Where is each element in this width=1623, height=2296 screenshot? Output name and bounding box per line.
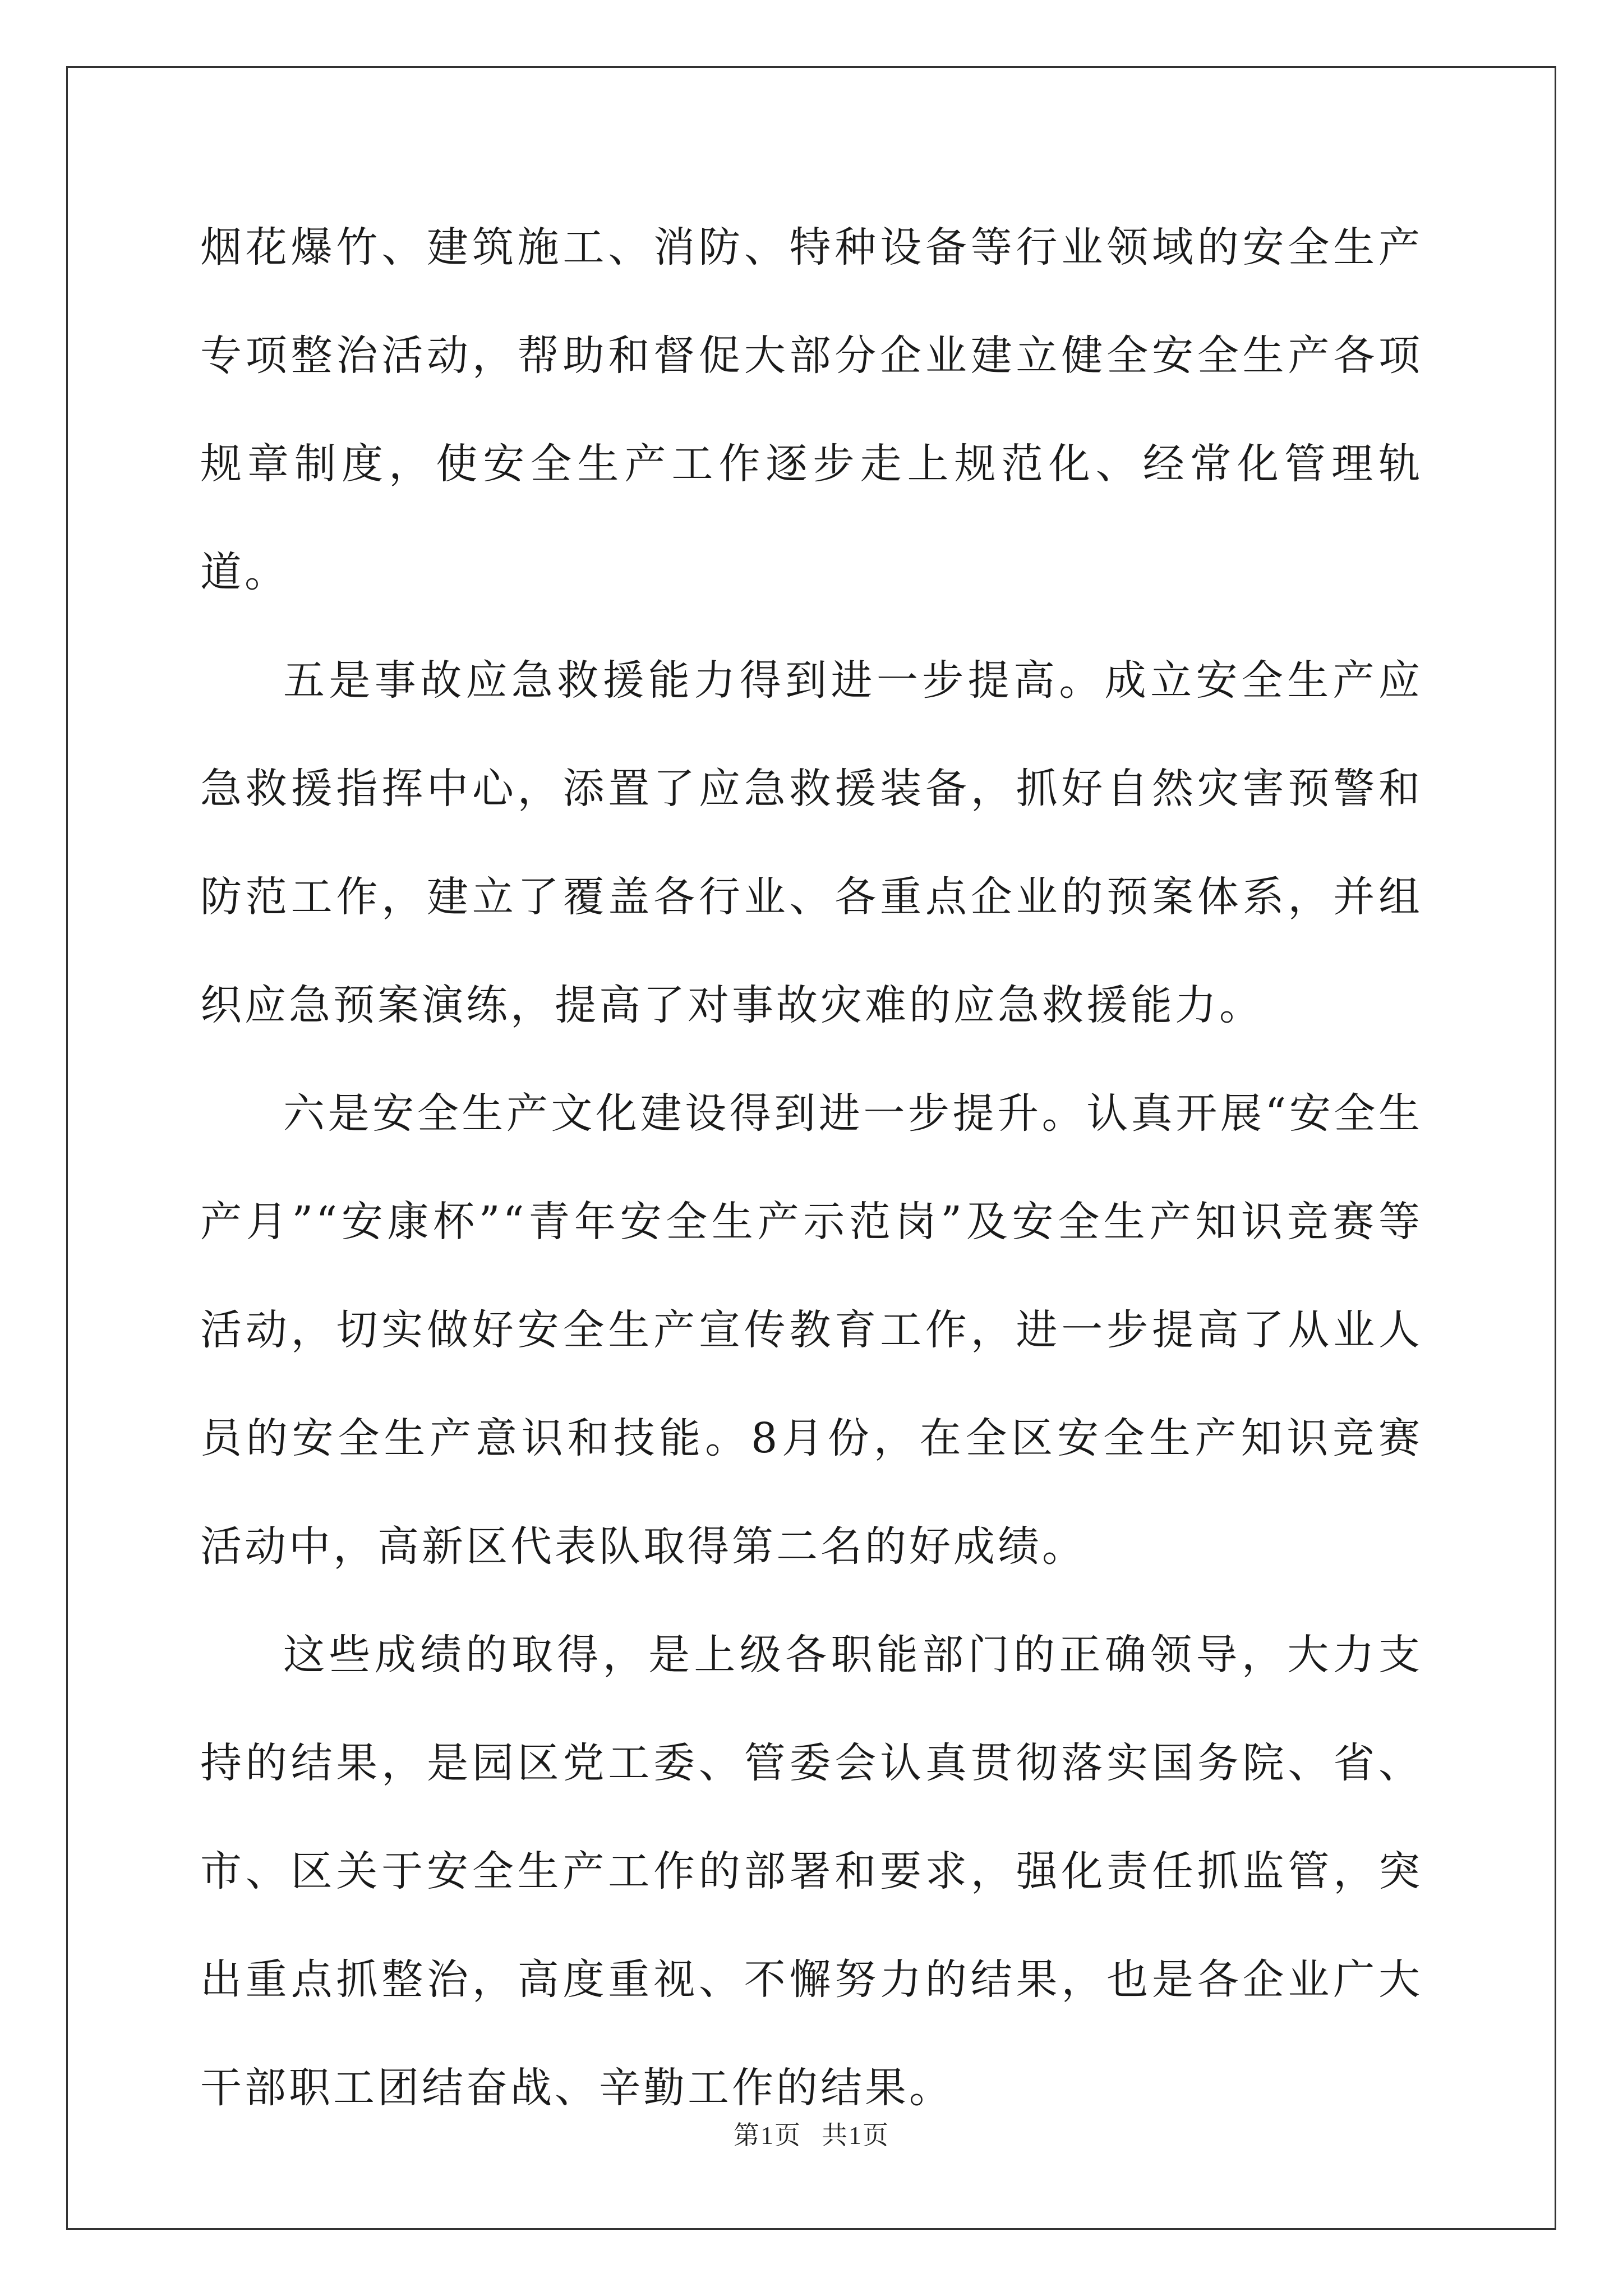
paragraph-1: 烟花爆竹、建筑施工、消防、特种设备等行业领域的安全生产专项整治活动，帮助和督促大部分企业建立健全安全生产各项规章制度，使安全生产工作逐步走上规范化、经常化管理轨道。 <box>200 223 1423 596</box>
paragraph-3: 六是安全生产文化建设得到进一步提升。认真开展“安全生产月”“安康杯”“青年安全生产示范岗”及安全生产知识竞赛等活动，切实做好安全生产宣传教育工作，进一步提高了从业人员的安全生产意识和技能。8月份，在全区安全生产知识竞赛活动中，高新区代表队取得第二名的好成绩。 <box>200 1089 1423 1571</box>
page-footer <box>0 2115 1623 2152</box>
paragraph-2: 五是事故应急救援能力得到进一步提高。成立安全生产应急救援指挥中心，添置了应急救援装备，抓好自然灾害预警和防范工作，建立了覆盖各行业、各重点企业的预案体系，并组织应急预案演练，提高了对事故灾难的应急救援能力。 <box>200 656 1423 1029</box>
document-body <box>200 194 1423 2142</box>
page-number-total: 共1页 <box>822 2121 889 2150</box>
paragraph-4: 这些成绩的取得，是上级各职能部门的正确领导，大力支持的结果，是园区党工委、管委会认真贯彻落实国务院、省、市、区关于安全生产工作的部署和要求，强化责任抓监管，突出重点抓整治，高度重视、不懈努力的结果，也是各企业广大干部职工团结奋战、辛勤工作的结果。 <box>200 1631 1423 2112</box>
page-number-current: 第1页 <box>734 2121 801 2150</box>
